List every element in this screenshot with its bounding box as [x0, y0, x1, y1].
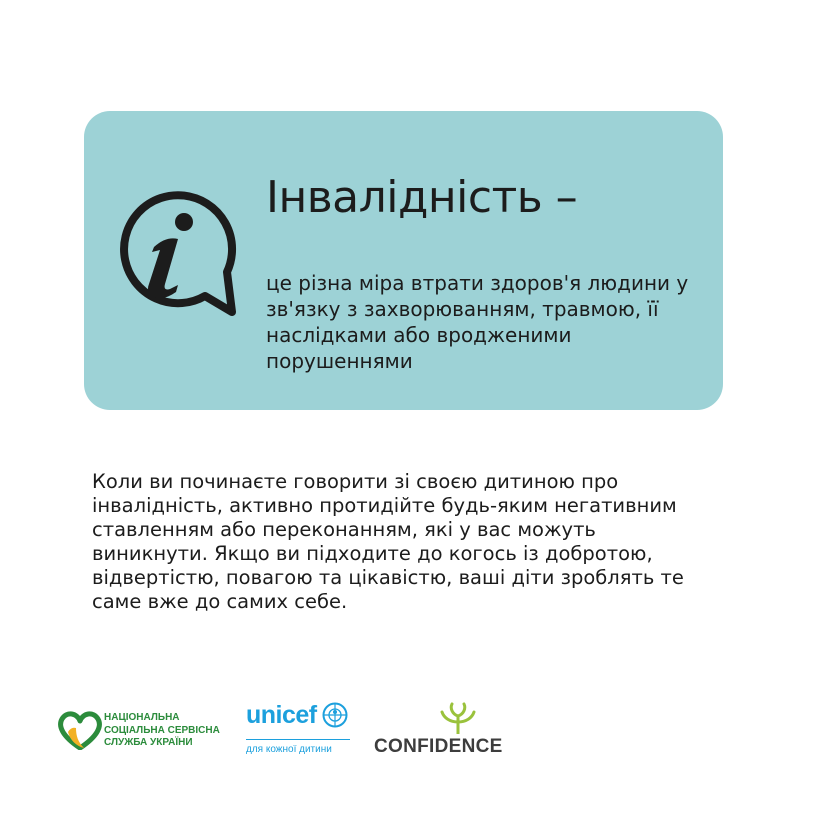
- unicef-divider: [246, 739, 350, 740]
- unicef-wordmark: unicef: [246, 701, 317, 729]
- unicef-logo: [246, 700, 354, 760]
- unicef-tagline: для кожної дитини: [246, 744, 332, 755]
- info-speech-bubble-icon: [110, 190, 240, 320]
- body-paragraph: Коли ви починаєте говорити зі своєю дитиною про інвалідність, активно протидійте будь-яким негативним ставленням або переконанням, які у вас можуть виникнути. Якщо ви підходите до когось із добротою, відвертістю, повагою та цікавістю, ваші діти зроблять те саме вже до самих себе.: [92, 470, 684, 613]
- definition-text: це різна міра втрати здоров'я людини у зв'язку з захворюванням, травмою, її наслідками або вродженими порушеннями: [266, 271, 689, 373]
- nsss-line: НАЦІОНАЛЬНА: [104, 712, 180, 723]
- unicef-emblem-icon: [322, 702, 348, 728]
- nsss-name: [104, 712, 254, 750]
- sprout-icon: [440, 702, 476, 734]
- nsss-heart-icon: [58, 710, 102, 750]
- nsss-line: СОЦІАЛЬНА СЕРВІСНА: [104, 724, 220, 736]
- confidence-wordmark: CONFIDENCE: [374, 736, 503, 757]
- confidence-logo: [374, 700, 524, 760]
- nsss-line: СЛУЖБА УКРАЇНИ: [104, 737, 193, 748]
- page-title: Інвалідність –: [266, 172, 578, 223]
- partner-logos: [0, 690, 820, 770]
